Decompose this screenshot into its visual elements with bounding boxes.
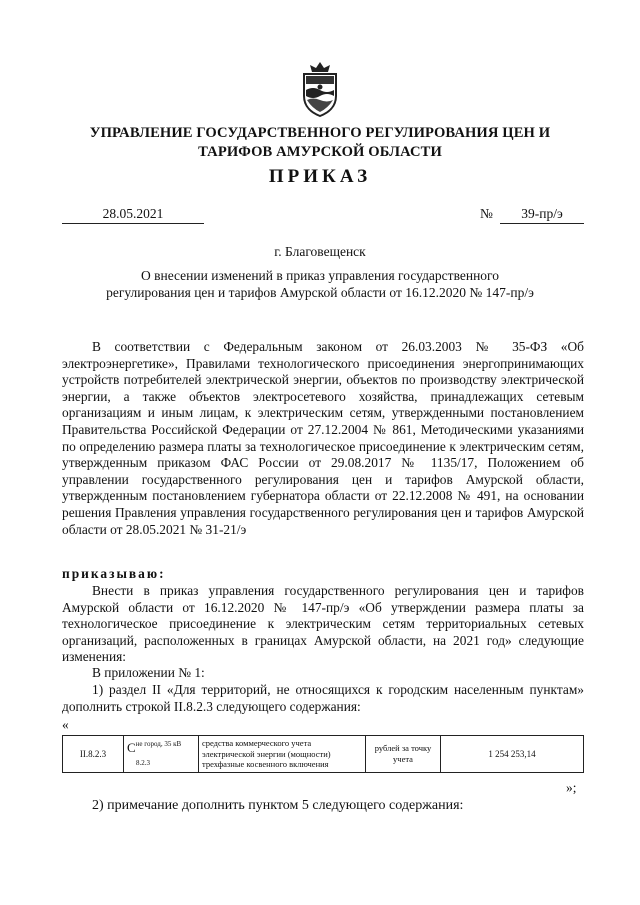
organization-line-2: ТАРИФОВ АМУРСКОЙ ОБЛАСТИ (198, 144, 442, 160)
row-description: средства коммерческого учета электрической энергии (мощности) трехфазные косвенного включения (199, 736, 366, 773)
city: г. Благовещенск (274, 244, 366, 259)
point-2-paragraph: 2) примечание дополнить пунктом 5 следующего содержания: (92, 798, 464, 813)
appendix-line: В приложении № 1: (92, 665, 205, 680)
coat-of-arms-emblem (298, 60, 342, 118)
row-unit: рублей за точку учета (366, 736, 441, 773)
document-title: ПРИКАЗ (268, 166, 372, 187)
quote-close: »; (566, 780, 577, 795)
quote-open: « (62, 717, 69, 732)
tariff-row-table (62, 735, 584, 773)
point-1-paragraph: 1) раздел II «Для территорий, не относящихся к городским населенным пунктам» дополнить строкой II.8.2.3 следующего содержания: (62, 682, 584, 714)
order-number-label: № (480, 206, 493, 221)
row-code: II.8.2.3 (63, 736, 124, 773)
row-symbol-subscript: 8.2.3 (136, 758, 150, 767)
row-symbol-superscript: не город, 35 кВ (135, 740, 182, 749)
order-number: 39-пр/э (500, 206, 584, 224)
organization-line-1: УПРАВЛЕНИЕ ГОСУДАРСТВЕННОГО РЕГУЛИРОВАНИЯ ЦЕН И (89, 125, 551, 141)
row-symbol-cell (124, 736, 199, 773)
item-intro-paragraph: Внести в приказ управления государственного регулирования цен и тарифов Амурской области от 16.12.2020 № 147-пр/э «Об утверждении размера платы за технологическое присоединение к электрическим сетям территориальных сетевых организаций, расположенных в границах Амурской области, на 2021 год» следующие изменения: (62, 583, 584, 665)
row-value: 1 254 253,14 (441, 736, 584, 773)
preamble-paragraph: В соответствии с Федеральным законом от 26.03.2003 № 35-ФЗ «Об электроэнергетике», Правилами технологического присоединения энергопринимающих устройств потребителей электрической энергии, объектов по производству электрической энергии, а также объектов электросетевого хозяйства, принадлежащих сетевым организациям и иным лицам, к электрическим сетям, утвержденными постановлением Правительства Российской Федерации от 27.12.2004 № 861, Методическими указаниями по определению размера платы за технологическое присоединение к электрическим сетям, утвержденным приказом ФАС России от 29.08.2017 № 1135/17, Положением об управлении государственного регулирования цен и тарифов Амурской области, утвержденным постановлением губернатора области от 22.12.2008 № 491, на основании решения Правления управления государственного регулирования цен и тарифов Амурской области от 28.05.2021 № 31-21/э (62, 339, 584, 537)
organization-name (40, 124, 600, 162)
order-date: 28.05.2021 (62, 206, 204, 224)
row-symbol: C (127, 740, 136, 756)
order-word: приказываю: (62, 566, 166, 581)
order-subject: О внесении изменений в приказ управления государственного регулирования цен и тарифов Амурской области от 16.12.2020 № 147-пр/э (106, 268, 534, 300)
table-row (63, 736, 584, 773)
